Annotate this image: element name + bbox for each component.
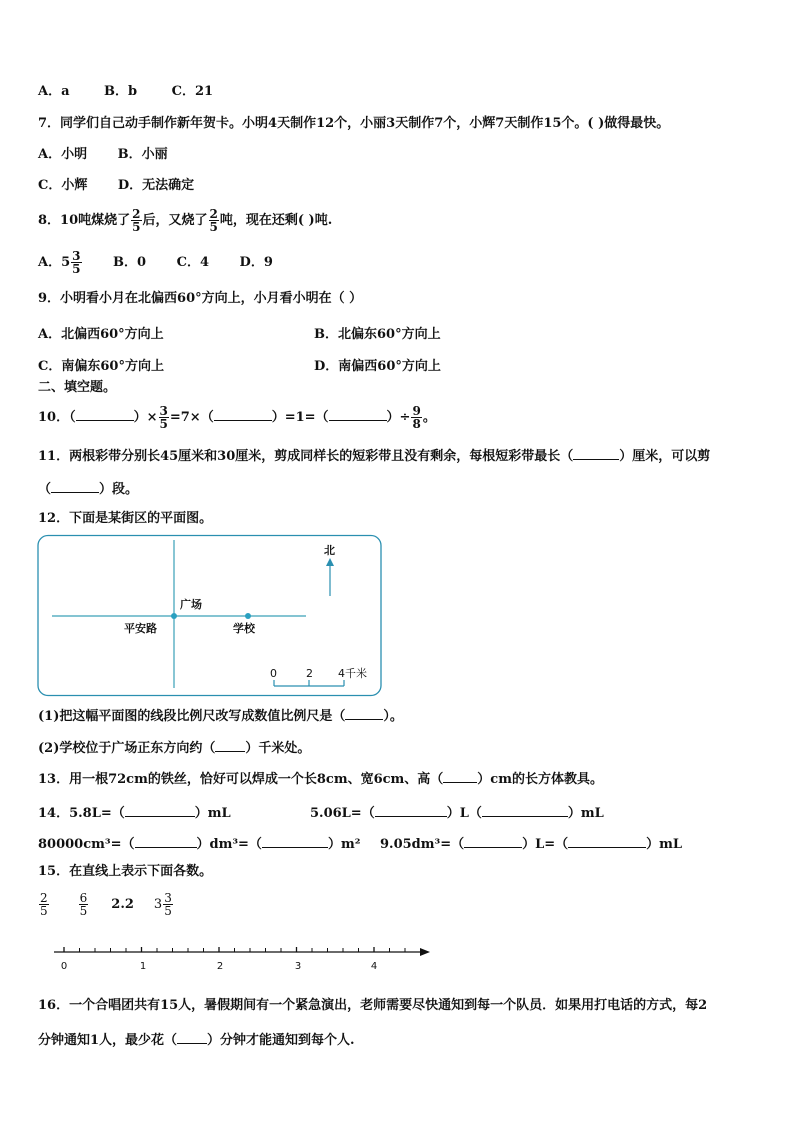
q13-text-2: ）cm的长方体教具。 xyxy=(477,772,603,787)
number-line-arrow-icon xyxy=(420,948,430,956)
q15-num-d-den: 5 xyxy=(164,904,172,918)
q7-stem: 7．同学们自己动手制作新年贺卡。小明4天制作12个，小丽3天制作7个，小辉7天制作15个。( )做得最快。 xyxy=(38,116,670,131)
nl-label-4: 4 xyxy=(370,961,378,972)
q9-option-d: D．南偏西60°方向上 xyxy=(314,359,441,374)
q14-text-2: ）mL xyxy=(194,806,231,821)
q8-options xyxy=(38,250,273,276)
q10-fraction-1-num: 3 xyxy=(159,404,168,418)
q8-option-a: A．5 xyxy=(38,255,71,270)
q7-options-row2 xyxy=(38,178,194,194)
road-label: 平安路 xyxy=(124,622,157,635)
q14-text-8: ）m² xyxy=(327,837,361,852)
q7-option-c: C．小辉 xyxy=(38,178,88,193)
q13-stem xyxy=(38,770,603,788)
q10-text-6: 。 xyxy=(422,410,436,425)
q12-sub2-text-1: (2)学校位于广场正东方向约（ xyxy=(38,741,216,756)
q7-option-a: A．小明 xyxy=(38,147,88,162)
q6-option-c: C．21 xyxy=(171,84,214,99)
q16-text-1: 分钟通知1人，最少花（ xyxy=(38,1033,178,1048)
q10-fraction-2-den: 8 xyxy=(412,417,421,431)
q8-option-a-den: 5 xyxy=(72,262,81,276)
q14-text-11: ）mL xyxy=(646,837,683,852)
q10-stem xyxy=(38,402,436,434)
q8-stem xyxy=(38,208,332,234)
q15-num-a-den: 5 xyxy=(40,904,48,918)
q8-fraction-2-num: 2 xyxy=(209,207,218,221)
nl-label-3: 3 xyxy=(294,961,302,972)
q10-text-2: ）× xyxy=(133,410,158,425)
q16-blank[interactable] xyxy=(177,1031,207,1044)
q14-text-7: ）dm³=（ xyxy=(196,837,262,852)
q8-option-a-fraction xyxy=(71,250,81,275)
q14-text-6: 80000cm³=（ xyxy=(38,837,135,852)
plaza-point xyxy=(171,613,177,619)
nl-label-0: 0 xyxy=(60,961,68,972)
q9-option-a: A．北偏西60°方向上 xyxy=(38,327,164,342)
q8-fraction-1-den: 5 xyxy=(132,220,141,234)
q8-fraction-1-num: 2 xyxy=(132,207,141,221)
q16-line-2 xyxy=(38,1031,355,1049)
street-map xyxy=(36,534,384,698)
q14-text-5: ）mL xyxy=(567,806,604,821)
q12-sub1-text-2: ）。 xyxy=(383,709,403,724)
q14-text-1: 14．5.8L=（ xyxy=(38,806,125,821)
number-line xyxy=(50,944,434,972)
q14-row1-right xyxy=(310,802,604,821)
q8-fraction-2-den: 5 xyxy=(209,220,218,234)
q10-blank-2[interactable] xyxy=(214,408,272,421)
q16-text-2: ）分钟才能通知到每个人. xyxy=(207,1033,355,1048)
q12-stem: 12．下面是某街区的平面图。 xyxy=(38,511,213,526)
q14-blank-7[interactable] xyxy=(568,835,646,848)
q15-num-c: 2.2 xyxy=(111,897,134,912)
q12-sub2-blank[interactable] xyxy=(215,739,245,752)
q14-blank-2[interactable] xyxy=(375,804,447,817)
q12-sub1-text-1: (1)把这幅平面图的线段比例尺改写成数值比例尺是（ xyxy=(38,709,346,724)
q6-options xyxy=(38,84,213,100)
q14-blank-3[interactable] xyxy=(482,804,568,817)
number-line-ticks xyxy=(64,947,405,952)
q14-text-3: 5.06L=（ xyxy=(310,806,375,821)
q14-text-10: ）L=（ xyxy=(522,837,569,852)
nl-label-1: 1 xyxy=(139,961,147,972)
scale-label-0: 0 xyxy=(270,667,277,680)
q12-sub2-text-2: ）千米处。 xyxy=(245,741,311,756)
q8-option-d: D．9 xyxy=(239,255,273,270)
q10-text-1: 10．（ xyxy=(38,410,76,425)
q8-text-3: 吨，现在还剩( )吨. xyxy=(219,213,333,228)
north-arrow-icon xyxy=(326,558,334,566)
q10-fraction-2 xyxy=(411,405,421,430)
q8-option-a-num: 3 xyxy=(72,249,81,263)
q14-row2-right xyxy=(380,833,682,852)
q10-fraction-2-num: 9 xyxy=(412,404,421,418)
q11-text-4: ）段。 xyxy=(99,482,139,497)
q10-text-4: ）=1=（ xyxy=(271,410,329,425)
q11-text-3: （ xyxy=(38,482,52,497)
q8-option-b: B．0 xyxy=(113,255,147,270)
q9-option-b: B．北偏东60°方向上 xyxy=(314,327,441,342)
q14-blank-5[interactable] xyxy=(262,835,328,848)
q13-text-1: 13．用一根72cm的铁丝，恰好可以焊成一个长8cm、宽6cm、高（ xyxy=(38,772,444,787)
q15-stem: 15．在直线上表示下面各数。 xyxy=(38,864,213,879)
q8-option-c: C．4 xyxy=(176,255,210,270)
q16-line-1: 16．一个合唱团共有15人，暑假期间有一个紧急演出，老师需要尽快通知到每一个队员．如果用打电话的方式，每2 xyxy=(38,998,708,1013)
q15-num-b xyxy=(79,892,89,917)
q15-num-b-den: 5 xyxy=(79,904,88,918)
q6-option-a: A．a xyxy=(38,84,70,99)
q11-text-2: ）厘米，可以剪 xyxy=(619,449,711,464)
q7-options-row1 xyxy=(38,147,168,163)
q12-sub1 xyxy=(38,707,403,725)
q10-blank-3[interactable] xyxy=(329,408,387,421)
q8-text-1: 8．10吨煤烧了 xyxy=(38,213,131,228)
q15-num-d-num: 3 xyxy=(164,891,172,905)
q13-blank[interactable] xyxy=(443,770,477,783)
q15-num-a xyxy=(39,892,49,917)
q10-blank-1[interactable] xyxy=(76,408,134,421)
q8-fraction-1 xyxy=(131,208,141,233)
q7-option-b: B．小丽 xyxy=(117,147,168,162)
q7-option-d: D．无法确定 xyxy=(117,178,195,193)
q11-text-1: 11．两根彩带分别长45厘米和30厘米，剪成同样长的短彩带且没有剩余，每根短彩带最长（ xyxy=(38,449,574,464)
q12-sub2 xyxy=(38,739,310,757)
q14-text-9: 9.05dm³=（ xyxy=(380,837,465,852)
q10-fraction-1 xyxy=(159,405,169,430)
q14-blank-6[interactable] xyxy=(464,835,522,848)
north-label: 北 xyxy=(324,544,335,557)
q14-row2-left xyxy=(38,833,360,852)
q15-num-d xyxy=(163,892,173,917)
q14-text-4: ）L（ xyxy=(446,806,482,821)
q15-num-a-num: 2 xyxy=(40,891,48,905)
q6-option-b: B．b xyxy=(104,84,138,99)
school-point xyxy=(245,613,251,619)
q10-text-5: ）÷ xyxy=(386,410,411,425)
q15-numbers xyxy=(38,888,174,922)
scale-label-2: 2 xyxy=(306,667,313,680)
q15-num-b-num: 6 xyxy=(79,891,88,905)
q14-blank-1[interactable] xyxy=(125,804,195,817)
section-heading: 二、填空题。 xyxy=(38,380,117,395)
q11-blank-1[interactable] xyxy=(573,447,619,460)
q10-fraction-1-den: 5 xyxy=(159,417,168,431)
scale-label-4: 4千米 xyxy=(338,667,367,680)
school-label: 学校 xyxy=(233,622,255,635)
q8-fraction-2 xyxy=(209,208,219,233)
q14-blank-4[interactable] xyxy=(135,835,197,848)
q10-text-3: =7×（ xyxy=(169,410,214,425)
nl-label-2: 2 xyxy=(216,961,224,972)
plaza-label: 广场 xyxy=(180,598,202,611)
q8-text-2: 后，又烧了 xyxy=(142,213,208,228)
q9-option-c: C．南偏东60°方向上 xyxy=(38,359,164,374)
q12-sub1-blank[interactable] xyxy=(345,707,383,720)
q15-num-d-whole: 3 xyxy=(153,897,163,912)
q9-stem: 9．小明看小月在北偏西60°方向上，小月看小明在（ ） xyxy=(38,291,363,306)
q11-line-1 xyxy=(38,447,710,465)
q11-line-2 xyxy=(38,480,138,498)
q14-row1-left xyxy=(38,802,231,821)
q11-blank-2[interactable] xyxy=(51,480,99,493)
